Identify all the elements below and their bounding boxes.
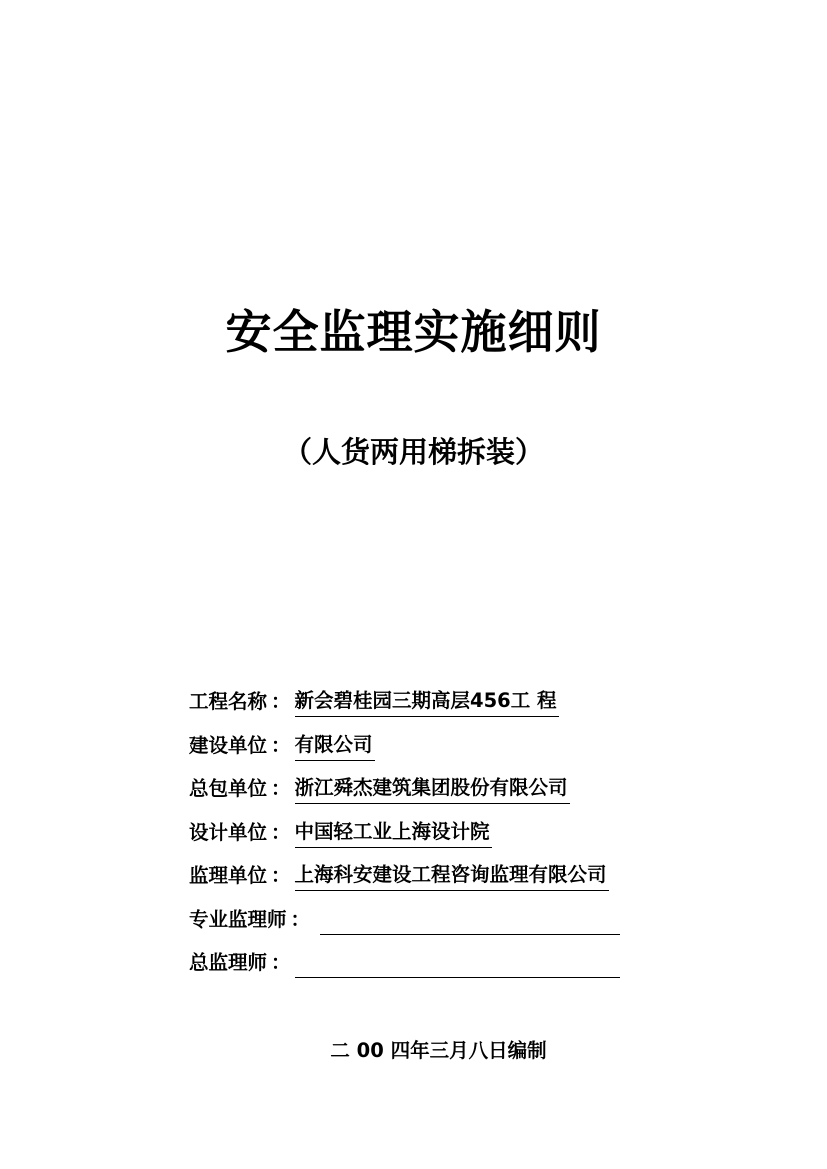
project-name-value: 新会碧桂园三期高层456工 程 (295, 686, 559, 717)
design-unit-row (189, 817, 749, 861)
design-unit-label: 设计单位 (189, 820, 268, 844)
supervision-unit-label: 监理单位 (189, 864, 268, 887)
colon: ： (271, 690, 291, 713)
specialist-supervisor-label: 专业监理师 (189, 907, 287, 931)
colon: ： (290, 907, 311, 931)
general-contractor-row (189, 773, 749, 817)
project-info-block (189, 686, 749, 991)
compile-date: 二 00 四年三月八日编制 (330, 1039, 547, 1062)
chief-supervisor-label: 总监理师 (189, 951, 268, 974)
project-name-label: 工程名称 (189, 690, 268, 713)
specialist-supervisor-row (189, 904, 749, 948)
chief-supervisor-row (189, 947, 749, 991)
colon: ： (271, 733, 291, 757)
colon: ： (271, 820, 291, 844)
chief-supervisor-signature-line (295, 947, 620, 978)
client-unit-value: 有限公司 (295, 730, 375, 761)
supervision-unit-value: 上海科安建设工程咨询监理有限公司 (295, 860, 609, 891)
general-contractor-value: 浙江舜杰建筑集团股份有限公司 (295, 773, 570, 804)
supervision-unit-row (189, 860, 749, 904)
design-unit-value: 中国轻工业上海设计院 (295, 817, 492, 848)
document-subtitle: （人货两用梯拆装） (282, 435, 544, 469)
document-title: 安全监理实施细则 (225, 305, 602, 359)
colon: ： (271, 777, 291, 800)
client-unit-row (189, 730, 749, 774)
colon: ： (271, 864, 291, 887)
specialist-supervisor-signature-line (320, 904, 620, 935)
colon: ： (271, 951, 291, 974)
general-contractor-label: 总包单位 (189, 777, 268, 800)
client-unit-label: 建设单位 (189, 733, 268, 757)
project-name-row (189, 686, 749, 730)
